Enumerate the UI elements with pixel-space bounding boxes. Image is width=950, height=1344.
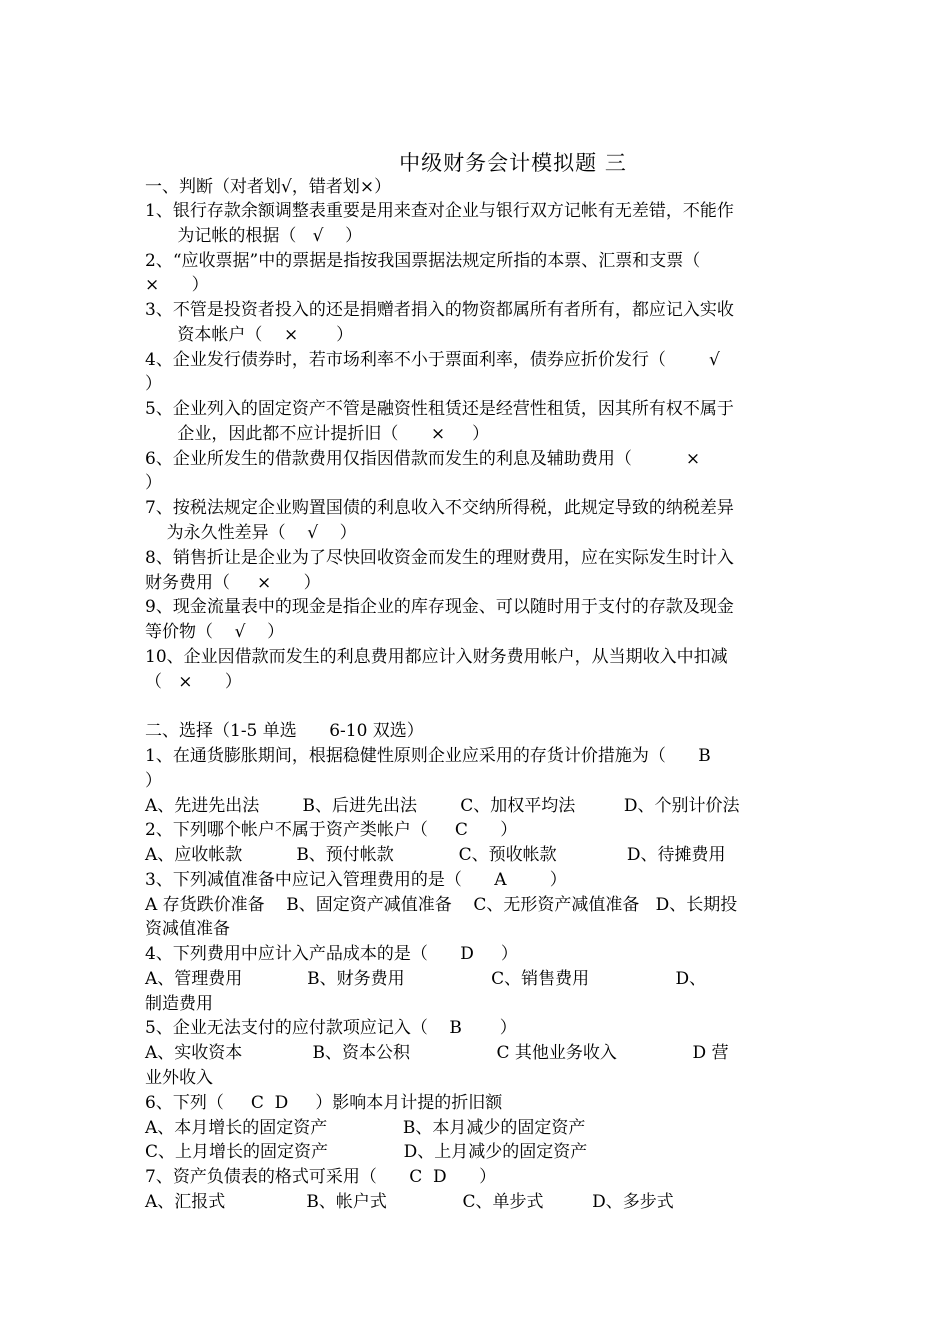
judge-line: 为永久性差异（ √ ） [145,523,357,543]
judge-line: 资本帐户（ × ） [145,325,354,345]
choice-line: 4、下列费用中应计入产品成本的是（ D ） [145,944,518,964]
judge-line: 6、企业所发生的借款费用仅指因借款而发生的利息及辅助费用（ × [145,449,701,469]
choice-line: A、汇报式 B、帐户式 C、单步式 D、多步式 [145,1192,674,1212]
choice-line: A、管理费用 B、财务费用 C、销售费用 D、 [145,969,707,989]
choice-line: A、本月增长的固定资产 B、本月减少的固定资产 [145,1118,586,1138]
judge-line: 10、企业因借款而发生的利息费用都应计入财务费用帐户，从当期收入中扣减 [145,647,728,667]
judge-line: ） [145,374,162,394]
judge-line: 3、不管是投资者投入的还是捐赠者捐入的物资都属所有者所有，都应记入实收 [145,300,734,320]
choice-line: A 存货跌价准备 B、固定资产减值准备 C、无形资产减值准备 D、长期投 [145,895,738,915]
choice-line: 1、在通货膨胀期间，根据稳健性原则企业应采用的存货计价措施为（ B [145,746,711,766]
choice-line: 业外收入 [145,1068,213,1088]
choice-line: 制造费用 [145,994,213,1014]
section-heading-judge: 一、判断（对者划√，错者划×） [145,177,392,197]
choice-line: 5、企业无法支付的应付款项应记入（ B ） [145,1018,517,1038]
judge-line: 企业，因此都不应计提折旧（ × ） [145,424,490,444]
judge-line: （ × ） [145,672,242,692]
judge-line: 等价物（ √ ） [145,622,285,642]
judge-line: 财务费用（ × ） [145,573,321,593]
judge-line: 8、销售折让是企业为了尽快回收资金而发生的理财费用，应在实际发生时计入 [145,548,734,568]
judge-line: 4、企业发行债券时，若市场利率不小于票面利率，债券应折价发行（ √ [145,350,720,370]
choice-line: 2、下列哪个帐户不属于资产类帐户（ C ） [145,820,518,840]
judge-line: 2、“应收票据”中的票据是指按我国票据法规定所指的本票、汇票和支票（ [145,251,701,271]
choice-line: ） [145,771,162,791]
choice-line: A、实收资本 B、资本公积 C 其他业务收入 D 营 [145,1043,729,1063]
judge-line: 为记帐的根据（ √ ） [145,226,363,246]
judge-line: 1、银行存款余额调整表重要是用来查对企业与银行双方记帐有无差错，不能作 [145,201,734,221]
judge-line: 9、现金流量表中的现金是指企业的库存现金、可以随时用于支付的存款及现金 [145,597,734,617]
judge-line: ） [145,473,162,493]
judge-line: 7、按税法规定企业购置国债的利息收入不交纳所得税，此规定导致的纳税差异 [145,498,734,518]
document-title: 中级财务会计模拟题 三 [399,151,627,175]
judge-line: 5、企业列入的固定资产不管是融资性租赁还是经营性租赁，因其所有权不属于 [145,399,734,419]
choice-line: A、先进先出法 B、后进先出法 C、加权平均法 D、个别计价法 [145,796,740,816]
section-heading-choice: 二、选择（1-5 单选 6-10 双选） [145,721,424,741]
choice-line: 资减值准备 [145,919,230,939]
choice-line: A、应收帐款 B、预付帐款 C、预收帐款 D、待摊费用 [145,845,726,865]
judge-line: × ） [145,275,209,295]
choice-line: C、上月增长的固定资产 D、上月减少的固定资产 [145,1142,588,1162]
choice-line: 6、下列（ C D ）影响本月计提的折旧额 [145,1093,503,1113]
choice-line: 7、资产负债表的格式可采用（ C D ） [145,1167,497,1187]
choice-line: 3、下列减值准备中应记入管理费用的是（ A ） [145,870,567,890]
